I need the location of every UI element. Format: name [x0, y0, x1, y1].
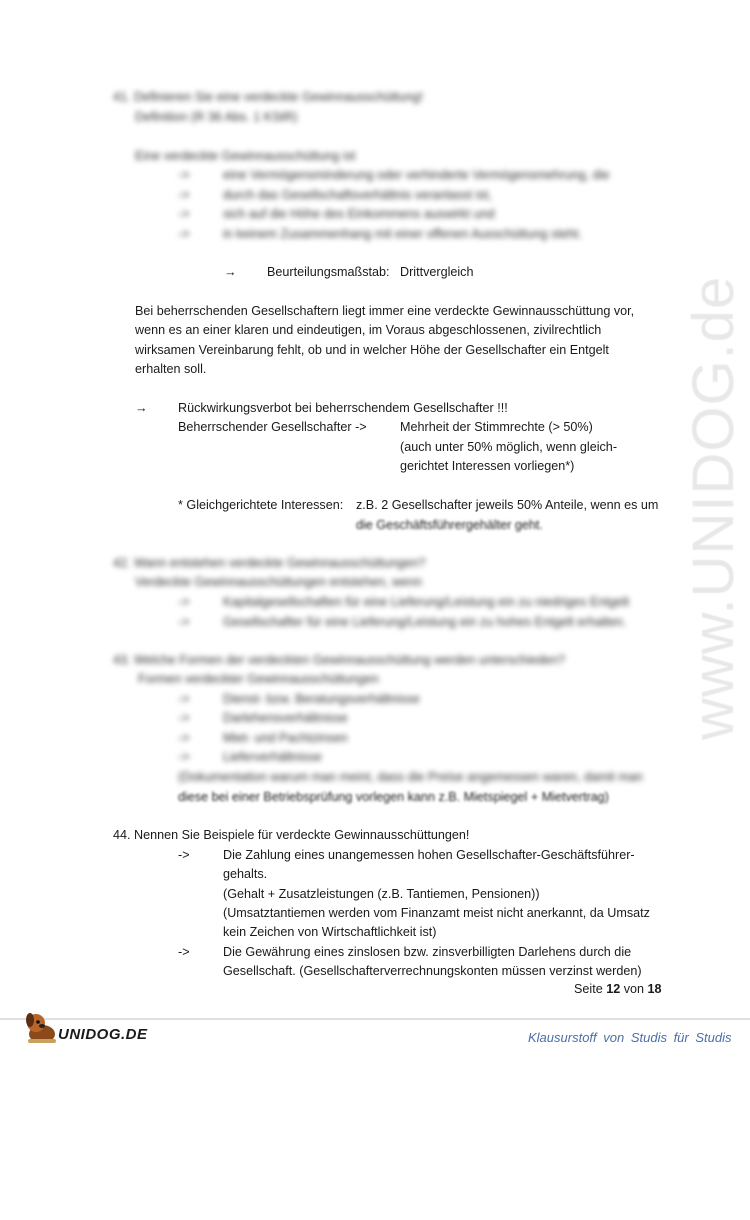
- q41-definition: Definition (R 36 Abs. 1 KStR): [135, 110, 298, 124]
- measure-label: Beurteilungsmaßstab:: [267, 265, 390, 279]
- q44-arrow: ->: [178, 945, 190, 959]
- q44-line: gehalts.: [223, 867, 268, 881]
- measure-arrow: →: [224, 265, 237, 279]
- q41-item: sich auf die Höhe des Einkommens auswirkt und: [223, 207, 495, 221]
- q42-item: Kapitalgesellschaften für eine Lieferung/Leistung ein zu niedriges Entgelt: [223, 595, 630, 609]
- q43-note: diese bei einer Betriebsprüfung vorlegen kann z.B. Mietspiegel + Mietvertrag): [178, 790, 609, 804]
- dominant-label: Beherrschender Gesellschafter ->: [178, 420, 367, 434]
- q42-intro: Verdeckte Gewinnausschüttungen entstehen, wenn: [135, 575, 423, 589]
- q44-line: (Gehalt + Zusatzleistungen (z.B. Tantiemen, Pensionen)): [223, 887, 540, 901]
- dog-logo-icon: [22, 1010, 62, 1046]
- page-total: 18: [647, 982, 662, 996]
- dominant-line: gerichtet Interessen vorliegen*): [400, 459, 575, 473]
- q43-item: Miet- und Pachtzinsen: [223, 731, 348, 745]
- dominant-line: Mehrheit der Stimmrechte (> 50%): [400, 420, 593, 434]
- page-current: 12: [606, 982, 621, 996]
- q43-item-arrow: ->: [178, 750, 190, 764]
- q43-item-arrow: ->: [178, 692, 190, 706]
- q44-arrow: ->: [178, 848, 190, 862]
- dominant-line: (auch unter 50% möglich, wenn gleich-: [400, 440, 618, 454]
- q44-line: Gesellschaft. (Gesellschafterverrechnungskonten müssen verzinst werden): [223, 964, 642, 978]
- q41-intro: Eine verdeckte Gewinnausschüttung ist: [135, 149, 356, 163]
- q41-item: eine Vermögensminderung oder verhinderte Vermögensmehrung, die: [223, 168, 610, 182]
- page-prefix: Seite: [574, 982, 603, 996]
- q42-item-arrow: ->: [178, 595, 190, 609]
- q44-line: kein Zeichen von Wirtschaftlichkeit ist): [223, 925, 437, 939]
- q41-item: in keinem Zusammenhang mit einer offenen Ausschüttung steht.: [223, 227, 582, 241]
- q42-item: Gesellschafter für eine Lieferung/Leistung ein zu hohes Entgelt erhalten.: [223, 615, 627, 629]
- q43-title: 43. Welche Formen der verdeckten Gewinnausschüttung werden unterschieden?: [113, 653, 566, 667]
- q42-title: 42. Wann entstehen verdeckte Gewinnausschüttungen?: [113, 556, 426, 570]
- paragraph-line: Bei beherrschenden Gesellschaftern liegt immer eine verdeckte Gewinnausschüttung vor,: [135, 304, 635, 318]
- measure-value: Drittvergleich: [400, 265, 474, 279]
- q44-line: Die Gewährung eines zinslosen bzw. zinsverbilligten Darlehens durch die: [223, 945, 632, 959]
- footer-tagline: Klausurstoff von Studis für Studis: [528, 1030, 732, 1045]
- q41-item-arrow: ->: [178, 168, 190, 182]
- footnote-line: z.B. 2 Gesellschafter jeweils 50% Anteile, wenn es um: [356, 498, 659, 512]
- logo-text: UNIDOG.DE: [58, 1026, 148, 1043]
- footnote-label: * Gleichgerichtete Interessen:: [178, 498, 344, 512]
- footnote-line: die Geschäftsführergehälter geht.: [356, 518, 543, 532]
- q43-intro: Formen verdeckter Gewinnausschüttungen: [138, 672, 379, 686]
- q41-title: 41. Definieren Sie eine verdeckte Gewinnausschüttung!: [113, 90, 424, 104]
- q42-item-arrow: ->: [178, 615, 190, 629]
- page-number: [574, 982, 662, 996]
- q44-title: 44. Nennen Sie Beispiele für verdeckte Gewinnausschüttungen!: [113, 828, 470, 842]
- q43-item: Darlehensverhältnisse: [223, 711, 348, 725]
- paragraph-line: erhalten soll.: [135, 362, 207, 376]
- q44-line: Die Zahlung eines unangemessen hohen Gesellschafter-Geschäftsführer-: [223, 848, 635, 862]
- page-of: von: [623, 982, 645, 996]
- q41-item-arrow: ->: [178, 227, 190, 241]
- rv-text: Rückwirkungsverbot bei beherrschendem Gesellschafter !!!: [178, 401, 508, 415]
- q43-item-arrow: ->: [178, 711, 190, 725]
- q43-item-arrow: ->: [178, 731, 190, 745]
- q44-line: (Umsatztantiemen werden vom Finanzamt meist nicht anerkannt, da Umsatz: [223, 906, 650, 920]
- q43-note: (Dokumentation warum man meint, dass die Preise angemessen waren, damit man: [178, 770, 643, 784]
- paragraph-line: wenn es an einer klaren und eindeutigen, im Voraus abgeschlossenen, zivilrechtlich: [135, 323, 602, 337]
- q41-item-arrow: ->: [178, 188, 190, 202]
- q43-item: Lieferverhältnisse: [223, 750, 322, 764]
- q41-item: durch das Gesellschaftsverhältnis veranlasst ist,: [223, 188, 492, 202]
- q41-item-arrow: ->: [178, 207, 190, 221]
- q43-item: Dienst- bzw. Beratungsverhältnisse: [223, 692, 420, 706]
- watermark: [680, 275, 750, 1220]
- watermark-text: www.UNIDOG.de: [681, 275, 746, 740]
- paragraph-line: wirksamen Vereinbarung fehlt, ob und in welcher Höhe der Gesellschafter ein Entgelt: [135, 343, 609, 357]
- footer-divider: [0, 1018, 750, 1020]
- rv-arrow: →: [135, 401, 148, 415]
